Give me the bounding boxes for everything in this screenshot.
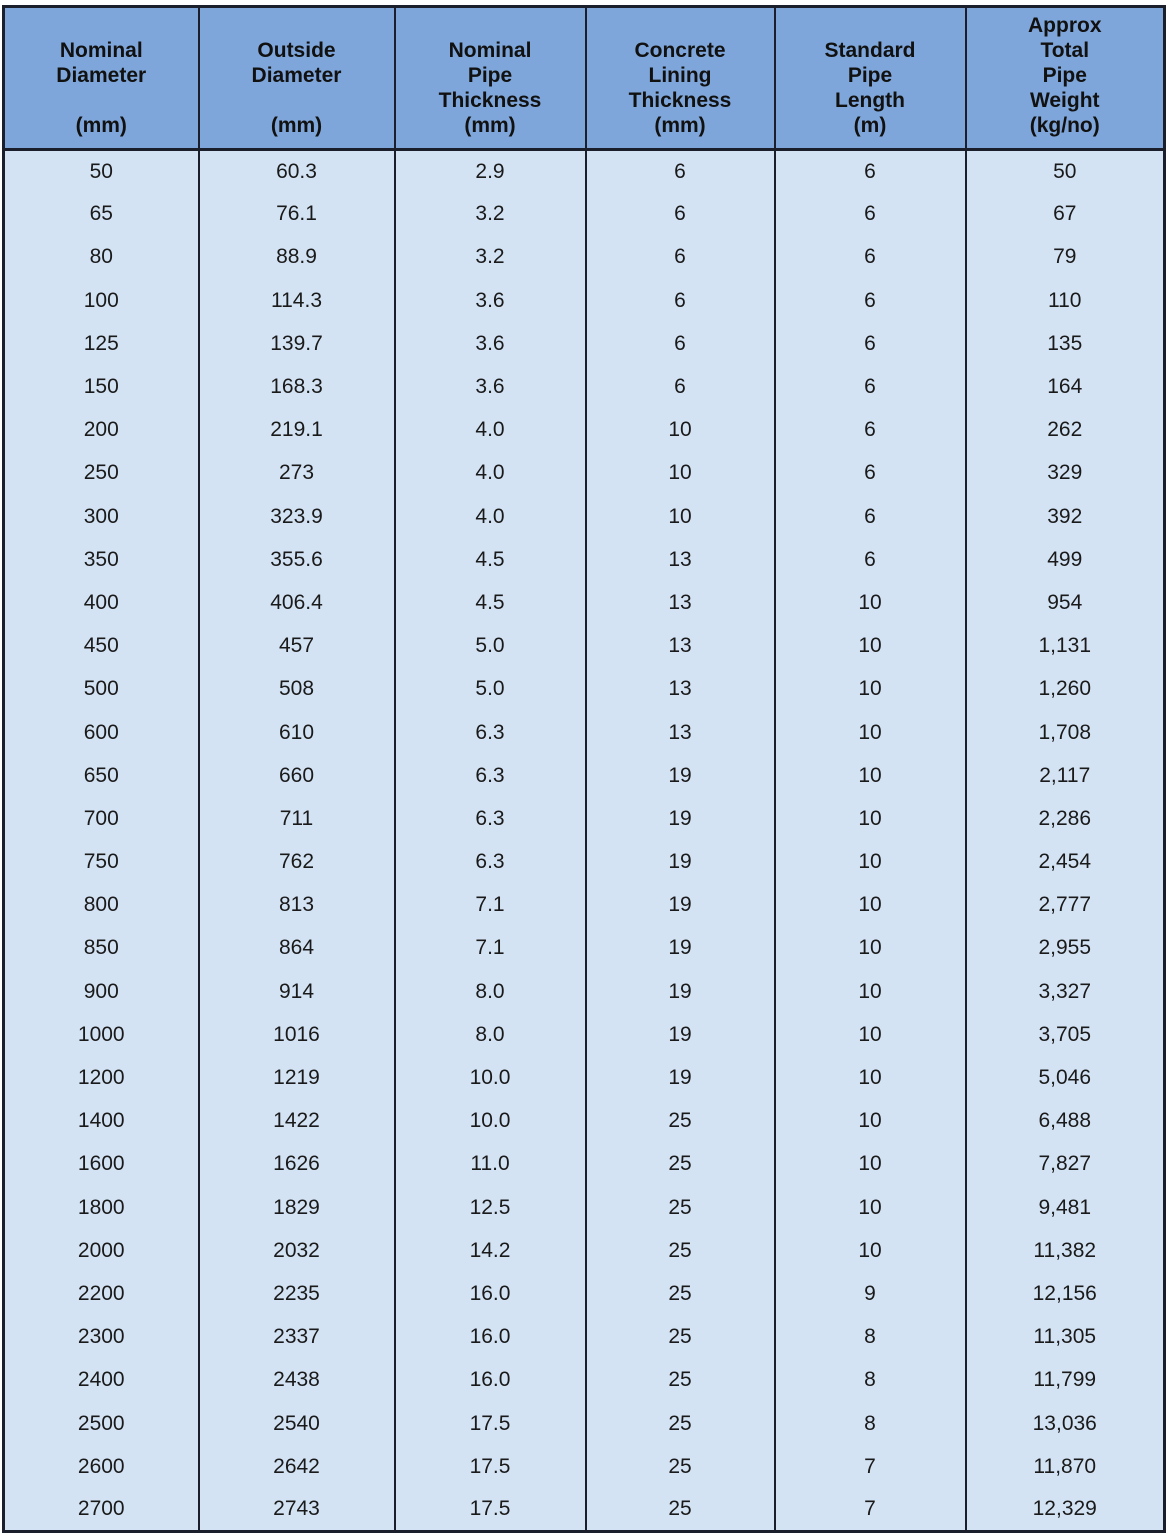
cell-outside-diameter: 2642: [199, 1445, 395, 1488]
column-header-label: Diameter: [56, 64, 147, 87]
column-header-outside-diameter: [199, 7, 395, 150]
table-row: [4, 1186, 1165, 1229]
cell-concrete-lining-thickness: 10: [586, 409, 775, 452]
cell-approx-total-pipe-weight: 67: [966, 193, 1165, 236]
cell-concrete-lining-thickness: 19: [586, 884, 775, 927]
column-header-label: Total: [1040, 39, 1090, 62]
header-spacer: [204, 88, 390, 113]
cell-outside-diameter: 1626: [199, 1143, 395, 1186]
cell-approx-total-pipe-weight: 3,705: [966, 1013, 1165, 1056]
cell-standard-pipe-length: 10: [775, 927, 966, 970]
cell-concrete-lining-thickness: 19: [586, 754, 775, 797]
cell-approx-total-pipe-weight: 9,481: [966, 1186, 1165, 1229]
cell-nominal-pipe-thickness: 4.5: [395, 538, 586, 581]
cell-outside-diameter: 711: [199, 797, 395, 840]
cell-nominal-pipe-thickness: 8.0: [395, 1013, 586, 1056]
cell-standard-pipe-length: 6: [775, 150, 966, 193]
cell-nominal-diameter: 250: [4, 452, 199, 495]
cell-outside-diameter: 1422: [199, 1100, 395, 1143]
cell-outside-diameter: 762: [199, 841, 395, 884]
cell-concrete-lining-thickness: 13: [586, 625, 775, 668]
cell-approx-total-pipe-weight: 2,286: [966, 797, 1165, 840]
cell-concrete-lining-thickness: 6: [586, 150, 775, 193]
table-row: [4, 970, 1165, 1013]
table-row: [4, 1445, 1165, 1488]
cell-nominal-diameter: 900: [4, 970, 199, 1013]
table-row: [4, 1013, 1165, 1056]
cell-standard-pipe-length: 8: [775, 1316, 966, 1359]
cell-nominal-pipe-thickness: 4.0: [395, 495, 586, 538]
cell-nominal-pipe-thickness: 16.0: [395, 1272, 586, 1315]
cell-nominal-pipe-thickness: 3.6: [395, 365, 586, 408]
cell-standard-pipe-length: 7: [775, 1488, 966, 1531]
cell-outside-diameter: 273: [199, 452, 395, 495]
cell-approx-total-pipe-weight: 392: [966, 495, 1165, 538]
cell-nominal-diameter: 100: [4, 279, 199, 322]
cell-approx-total-pipe-weight: 499: [966, 538, 1165, 581]
cell-nominal-diameter: 850: [4, 927, 199, 970]
cell-nominal-pipe-thickness: 16.0: [395, 1359, 586, 1402]
cell-approx-total-pipe-weight: 11,870: [966, 1445, 1165, 1488]
pipe-specification-table: [2, 5, 1166, 1533]
header-spacer: [9, 88, 194, 113]
cell-concrete-lining-thickness: 13: [586, 538, 775, 581]
cell-nominal-diameter: 2500: [4, 1402, 199, 1445]
cell-nominal-diameter: 450: [4, 625, 199, 668]
cell-nominal-pipe-thickness: 4.0: [395, 452, 586, 495]
table-row: [4, 1316, 1165, 1359]
cell-approx-total-pipe-weight: 12,329: [966, 1488, 1165, 1531]
column-header-label: Length: [835, 89, 905, 112]
cell-nominal-pipe-thickness: 4.5: [395, 581, 586, 624]
cell-outside-diameter: 114.3: [199, 279, 395, 322]
cell-approx-total-pipe-weight: 2,117: [966, 754, 1165, 797]
cell-nominal-diameter: 500: [4, 668, 199, 711]
cell-nominal-diameter: 65: [4, 193, 199, 236]
cell-standard-pipe-length: 10: [775, 797, 966, 840]
cell-concrete-lining-thickness: 25: [586, 1100, 775, 1143]
column-header-unit: (mm): [75, 114, 127, 137]
table-row: [4, 495, 1165, 538]
column-header-standard-pipe-length: [775, 7, 966, 150]
cell-approx-total-pipe-weight: 262: [966, 409, 1165, 452]
cell-nominal-pipe-thickness: 8.0: [395, 970, 586, 1013]
cell-approx-total-pipe-weight: 11,382: [966, 1229, 1165, 1272]
cell-concrete-lining-thickness: 6: [586, 365, 775, 408]
table-row: [4, 1402, 1165, 1445]
cell-nominal-diameter: 750: [4, 841, 199, 884]
cell-standard-pipe-length: 6: [775, 495, 966, 538]
cell-concrete-lining-thickness: 13: [586, 711, 775, 754]
cell-concrete-lining-thickness: 19: [586, 1056, 775, 1099]
table-row: [4, 1359, 1165, 1402]
table-row: [4, 193, 1165, 236]
cell-standard-pipe-length: 6: [775, 279, 966, 322]
table-row: [4, 1056, 1165, 1099]
table-row: [4, 150, 1165, 193]
cell-outside-diameter: 60.3: [199, 150, 395, 193]
cell-concrete-lining-thickness: 25: [586, 1143, 775, 1186]
cell-approx-total-pipe-weight: 12,156: [966, 1272, 1165, 1315]
cell-nominal-diameter: 1200: [4, 1056, 199, 1099]
table-header: [4, 7, 1165, 150]
cell-nominal-pipe-thickness: 6.3: [395, 797, 586, 840]
cell-outside-diameter: 864: [199, 927, 395, 970]
cell-concrete-lining-thickness: 25: [586, 1359, 775, 1402]
cell-nominal-diameter: 300: [4, 495, 199, 538]
cell-nominal-pipe-thickness: 4.0: [395, 409, 586, 452]
cell-approx-total-pipe-weight: 1,260: [966, 668, 1165, 711]
table-row: [4, 1229, 1165, 1272]
cell-concrete-lining-thickness: 25: [586, 1229, 775, 1272]
column-header-unit: (mm): [654, 114, 706, 137]
cell-nominal-diameter: 1400: [4, 1100, 199, 1143]
cell-outside-diameter: 2337: [199, 1316, 395, 1359]
cell-standard-pipe-length: 10: [775, 1100, 966, 1143]
cell-nominal-pipe-thickness: 3.6: [395, 279, 586, 322]
cell-nominal-diameter: 2200: [4, 1272, 199, 1315]
cell-standard-pipe-length: 7: [775, 1445, 966, 1488]
table-row: [4, 409, 1165, 452]
column-header-unit: (mm): [270, 114, 323, 137]
cell-standard-pipe-length: 10: [775, 711, 966, 754]
cell-nominal-diameter: 2000: [4, 1229, 199, 1272]
cell-outside-diameter: 76.1: [199, 193, 395, 236]
cell-outside-diameter: 914: [199, 970, 395, 1013]
table-row: [4, 581, 1165, 624]
column-header-nominal-pipe-thickness: [395, 7, 586, 150]
column-header-label: Diameter: [251, 64, 342, 87]
cell-concrete-lining-thickness: 25: [586, 1316, 775, 1359]
cell-outside-diameter: 1016: [199, 1013, 395, 1056]
column-header-label: Pipe: [1042, 64, 1087, 87]
cell-concrete-lining-thickness: 25: [586, 1272, 775, 1315]
cell-nominal-diameter: 350: [4, 538, 199, 581]
cell-approx-total-pipe-weight: 2,777: [966, 884, 1165, 927]
cell-nominal-diameter: 1800: [4, 1186, 199, 1229]
cell-nominal-diameter: 1600: [4, 1143, 199, 1186]
column-header-label: Lining: [648, 64, 712, 87]
table-row: [4, 1488, 1165, 1531]
column-header-label: Standard: [824, 39, 916, 62]
cell-nominal-pipe-thickness: 2.9: [395, 150, 586, 193]
column-header-label: Concrete: [634, 39, 726, 62]
cell-nominal-pipe-thickness: 6.3: [395, 711, 586, 754]
cell-outside-diameter: 610: [199, 711, 395, 754]
cell-nominal-pipe-thickness: 12.5: [395, 1186, 586, 1229]
cell-concrete-lining-thickness: 6: [586, 279, 775, 322]
cell-approx-total-pipe-weight: 135: [966, 322, 1165, 365]
table-row: [4, 754, 1165, 797]
cell-nominal-pipe-thickness: 5.0: [395, 668, 586, 711]
table-row: [4, 236, 1165, 279]
cell-approx-total-pipe-weight: 6,488: [966, 1100, 1165, 1143]
cell-nominal-pipe-thickness: 10.0: [395, 1056, 586, 1099]
cell-outside-diameter: 88.9: [199, 236, 395, 279]
cell-standard-pipe-length: 10: [775, 884, 966, 927]
cell-nominal-diameter: 150: [4, 365, 199, 408]
cell-concrete-lining-thickness: 25: [586, 1186, 775, 1229]
cell-nominal-diameter: 50: [4, 150, 199, 193]
cell-standard-pipe-length: 10: [775, 1186, 966, 1229]
cell-concrete-lining-thickness: 10: [586, 452, 775, 495]
cell-nominal-diameter: 2300: [4, 1316, 199, 1359]
cell-concrete-lining-thickness: 19: [586, 927, 775, 970]
cell-concrete-lining-thickness: 25: [586, 1445, 775, 1488]
cell-nominal-pipe-thickness: 7.1: [395, 927, 586, 970]
cell-standard-pipe-length: 6: [775, 538, 966, 581]
cell-nominal-pipe-thickness: 3.2: [395, 236, 586, 279]
cell-outside-diameter: 355.6: [199, 538, 395, 581]
cell-nominal-diameter: 1000: [4, 1013, 199, 1056]
column-header-approx-total-pipe-weight: [966, 7, 1165, 150]
cell-concrete-lining-thickness: 13: [586, 668, 775, 711]
cell-nominal-pipe-thickness: 10.0: [395, 1100, 586, 1143]
cell-outside-diameter: 168.3: [199, 365, 395, 408]
cell-standard-pipe-length: 9: [775, 1272, 966, 1315]
cell-approx-total-pipe-weight: 954: [966, 581, 1165, 624]
cell-nominal-diameter: 2700: [4, 1488, 199, 1531]
cell-standard-pipe-length: 6: [775, 236, 966, 279]
cell-outside-diameter: 323.9: [199, 495, 395, 538]
cell-approx-total-pipe-weight: 2,955: [966, 927, 1165, 970]
table-row: [4, 452, 1165, 495]
cell-approx-total-pipe-weight: 11,305: [966, 1316, 1165, 1359]
cell-nominal-diameter: 600: [4, 711, 199, 754]
column-header-unit: (m): [853, 114, 887, 137]
cell-nominal-pipe-thickness: 17.5: [395, 1445, 586, 1488]
column-header-concrete-lining-thickness: [586, 7, 775, 150]
cell-concrete-lining-thickness: 19: [586, 797, 775, 840]
column-header-label: Nominal: [448, 39, 532, 62]
cell-standard-pipe-length: 6: [775, 452, 966, 495]
cell-outside-diameter: 2540: [199, 1402, 395, 1445]
cell-nominal-diameter: 80: [4, 236, 199, 279]
table-row: [4, 927, 1165, 970]
table-row: [4, 1272, 1165, 1315]
cell-concrete-lining-thickness: 6: [586, 322, 775, 365]
cell-outside-diameter: 1829: [199, 1186, 395, 1229]
table-row: [4, 884, 1165, 927]
cell-approx-total-pipe-weight: 50: [966, 150, 1165, 193]
cell-nominal-pipe-thickness: 3.6: [395, 322, 586, 365]
cell-nominal-diameter: 800: [4, 884, 199, 927]
cell-standard-pipe-length: 6: [775, 365, 966, 408]
cell-outside-diameter: 219.1: [199, 409, 395, 452]
column-header-label: Approx: [1028, 14, 1102, 37]
cell-nominal-diameter: 2600: [4, 1445, 199, 1488]
cell-standard-pipe-length: 10: [775, 841, 966, 884]
cell-outside-diameter: 2438: [199, 1359, 395, 1402]
cell-standard-pipe-length: 10: [775, 668, 966, 711]
cell-nominal-diameter: 400: [4, 581, 199, 624]
table-row: [4, 797, 1165, 840]
cell-concrete-lining-thickness: 13: [586, 581, 775, 624]
column-header-label: Thickness: [628, 89, 732, 112]
cell-nominal-pipe-thickness: 14.2: [395, 1229, 586, 1272]
cell-concrete-lining-thickness: 19: [586, 1013, 775, 1056]
column-header-label: Pipe: [847, 64, 893, 87]
table-row: [4, 365, 1165, 408]
table-row: [4, 841, 1165, 884]
table-row: [4, 1143, 1165, 1186]
cell-concrete-lining-thickness: 25: [586, 1402, 775, 1445]
column-header-label: Nominal: [59, 39, 143, 62]
cell-nominal-pipe-thickness: 17.5: [395, 1488, 586, 1531]
cell-nominal-pipe-thickness: 6.3: [395, 841, 586, 884]
cell-concrete-lining-thickness: 25: [586, 1488, 775, 1531]
cell-standard-pipe-length: 10: [775, 754, 966, 797]
cell-concrete-lining-thickness: 19: [586, 970, 775, 1013]
cell-standard-pipe-length: 10: [775, 1143, 966, 1186]
cell-approx-total-pipe-weight: 2,454: [966, 841, 1165, 884]
table-row: [4, 279, 1165, 322]
cell-nominal-diameter: 125: [4, 322, 199, 365]
column-header-label: Weight: [1029, 89, 1100, 112]
cell-nominal-diameter: 700: [4, 797, 199, 840]
column-header-unit: (mm): [464, 114, 516, 137]
cell-approx-total-pipe-weight: 13,036: [966, 1402, 1165, 1445]
cell-outside-diameter: 813: [199, 884, 395, 927]
table-row: [4, 711, 1165, 754]
cell-standard-pipe-length: 6: [775, 322, 966, 365]
cell-outside-diameter: 139.7: [199, 322, 395, 365]
cell-standard-pipe-length: 10: [775, 1229, 966, 1272]
cell-standard-pipe-length: 10: [775, 1013, 966, 1056]
table-row: [4, 1100, 1165, 1143]
cell-approx-total-pipe-weight: 7,827: [966, 1143, 1165, 1186]
cell-standard-pipe-length: 8: [775, 1402, 966, 1445]
header-row: [4, 7, 1165, 150]
column-header-unit: (kg/no): [1029, 114, 1100, 137]
table-row: [4, 625, 1165, 668]
cell-outside-diameter: 2032: [199, 1229, 395, 1272]
cell-nominal-pipe-thickness: 16.0: [395, 1316, 586, 1359]
cell-outside-diameter: 660: [199, 754, 395, 797]
cell-approx-total-pipe-weight: 79: [966, 236, 1165, 279]
cell-nominal-diameter: 650: [4, 754, 199, 797]
pipe-specification-table-container: [2, 5, 1163, 1533]
cell-concrete-lining-thickness: 6: [586, 236, 775, 279]
cell-standard-pipe-length: 10: [775, 1056, 966, 1099]
cell-nominal-pipe-thickness: 3.2: [395, 193, 586, 236]
cell-approx-total-pipe-weight: 110: [966, 279, 1165, 322]
cell-concrete-lining-thickness: 6: [586, 193, 775, 236]
cell-nominal-pipe-thickness: 7.1: [395, 884, 586, 927]
cell-nominal-pipe-thickness: 6.3: [395, 754, 586, 797]
cell-outside-diameter: 1219: [199, 1056, 395, 1099]
cell-standard-pipe-length: 6: [775, 409, 966, 452]
table-row: [4, 538, 1165, 581]
table-row: [4, 668, 1165, 711]
cell-nominal-pipe-thickness: 11.0: [395, 1143, 586, 1186]
cell-standard-pipe-length: 8: [775, 1359, 966, 1402]
cell-outside-diameter: 457: [199, 625, 395, 668]
cell-approx-total-pipe-weight: 164: [966, 365, 1165, 408]
cell-outside-diameter: 508: [199, 668, 395, 711]
cell-approx-total-pipe-weight: 3,327: [966, 970, 1165, 1013]
table-row: [4, 322, 1165, 365]
column-header-label: Outside: [257, 39, 336, 62]
cell-concrete-lining-thickness: 19: [586, 841, 775, 884]
cell-approx-total-pipe-weight: 329: [966, 452, 1165, 495]
cell-standard-pipe-length: 10: [775, 581, 966, 624]
cell-nominal-pipe-thickness: 17.5: [395, 1402, 586, 1445]
cell-standard-pipe-length: 10: [775, 625, 966, 668]
cell-nominal-diameter: 2400: [4, 1359, 199, 1402]
cell-nominal-diameter: 200: [4, 409, 199, 452]
cell-approx-total-pipe-weight: 11,799: [966, 1359, 1165, 1402]
cell-approx-total-pipe-weight: 1,708: [966, 711, 1165, 754]
cell-standard-pipe-length: 10: [775, 970, 966, 1013]
cell-outside-diameter: 406.4: [199, 581, 395, 624]
column-header-label: Pipe: [467, 64, 513, 87]
cell-outside-diameter: 2235: [199, 1272, 395, 1315]
cell-outside-diameter: 2743: [199, 1488, 395, 1531]
column-header-nominal-diameter: [4, 7, 199, 150]
cell-standard-pipe-length: 6: [775, 193, 966, 236]
cell-approx-total-pipe-weight: 1,131: [966, 625, 1165, 668]
cell-approx-total-pipe-weight: 5,046: [966, 1056, 1165, 1099]
table-body: [4, 150, 1165, 1532]
cell-concrete-lining-thickness: 10: [586, 495, 775, 538]
column-header-label: Thickness: [438, 89, 542, 112]
cell-nominal-pipe-thickness: 5.0: [395, 625, 586, 668]
